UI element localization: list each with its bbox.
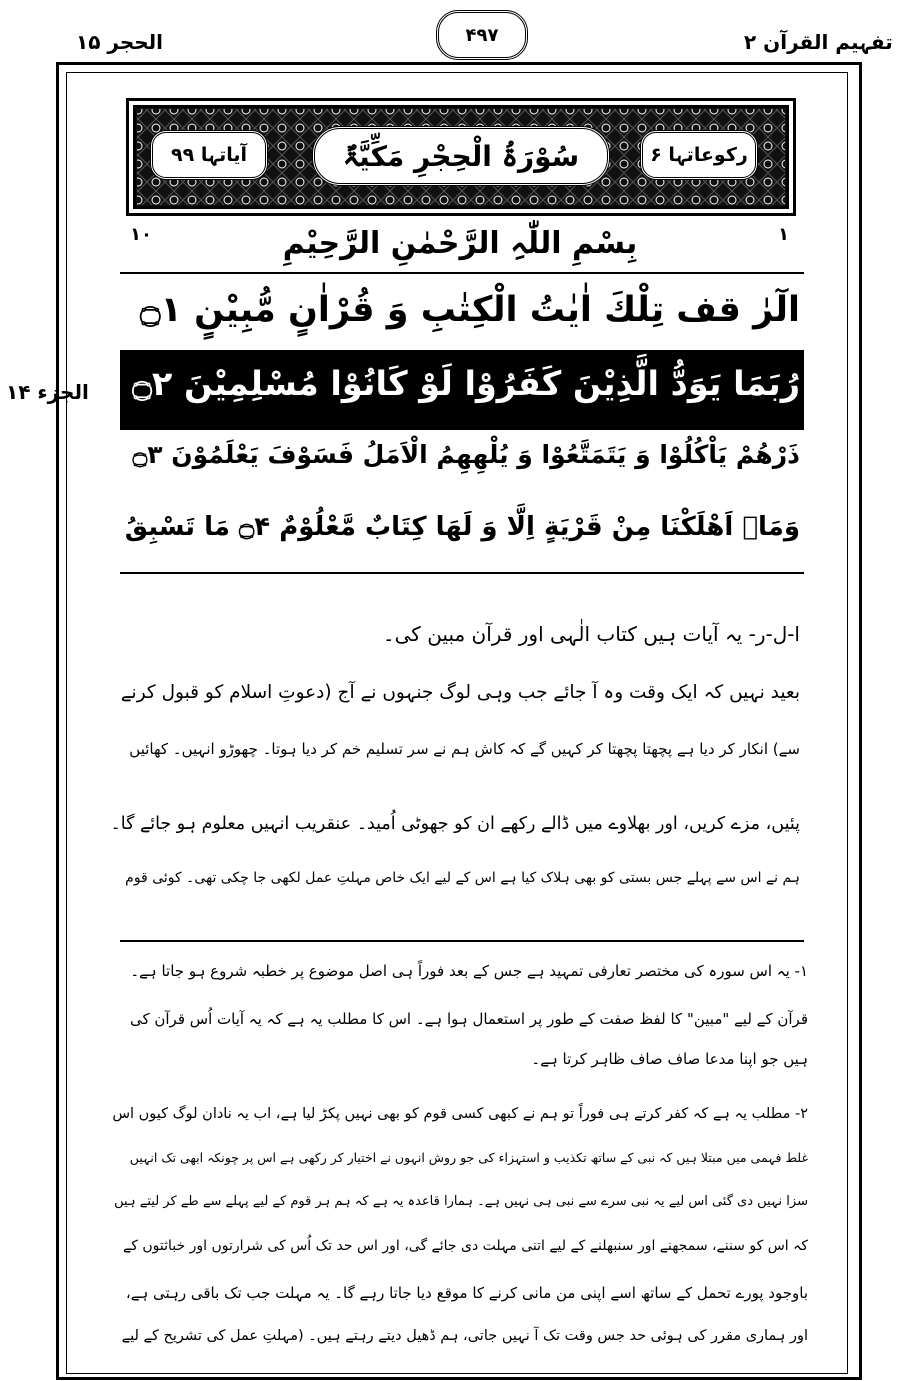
ruku-count-cartouche: رکوعاتہا ۶	[640, 130, 758, 180]
footnote-line-7: کہ اس کو سننے، سمجھنے اور سنبھلنے کے لیے اتنی مہلت دی جائے گی، اور اس حد تک اُس کی شرارتوں اور خباثتوں کے	[123, 1238, 808, 1254]
translation-line-2: بعید نہیں کہ ایک وقت وہ آ جائے جب وہی لوگ جنہوں نے آج (دعوتِ اسلام کو قبول کرنے	[120, 682, 800, 703]
juz-marker: الجزء ۱۴	[6, 380, 89, 404]
page-border-inner	[66, 72, 848, 1374]
footnotes-divider	[120, 940, 804, 942]
verse-3: ذَرْهُمْ يَاْكُلُوْا وَ يَتَمَتَّعُوْا وَ يُلْهِهِمُ الْاَمَلُ فَسَوْفَ يَعْلَمُوْنَ ۝۳	[132, 440, 800, 469]
footnote-line-5: غلط فہمی میں مبتلا ہیں کہ نبی کے ساتھ تکذیب و استہزاء کی جو روش انہوں نے اختیار کر رکھی ہے اس پر چونکہ ابھی تک انہیں	[129, 1150, 808, 1165]
bismillah: بِسْمِ اللّٰہِ الرَّحْمٰنِ الرَّحِیْمِ	[282, 226, 638, 261]
translation-line-4: پئیں، مزے کریں، اور بھلاوے میں ڈالے رکھے ان کو جھوٹی اُمید۔ عنقریب انہیں معلوم ہو جائے گا۔	[110, 814, 800, 834]
verse-2: رُبَمَا يَوَدُّ الَّذِيْنَ كَفَرُوْا لَوْ كَانُوْا مُسْلِمِيْنَ ۝۲	[132, 364, 800, 403]
surah-title-cartouche: سُوْرَۃُ الْحِجْرِ مَکِّیَّۃٌ	[312, 126, 610, 186]
footnote-line-6: سزا نہیں دی گئی اس لیے یہ نبی سرے سے نبی ہی نہیں ہے۔ ہمارا قاعدہ یہ ہے کہ ہم ہر قوم کے لیے پہلے سے طے کر لیتے ہیں	[114, 1194, 808, 1209]
verse-1: الٓرٰ قف تِلْكَ اٰيٰتُ الْكِتٰبِ وَ قُرْاٰنٍ مُّبِيْنٍ ۝۱	[140, 290, 800, 330]
translation-line-1: ا-ل-ر- یہ آیات ہیں کتاب الٰہی اور قرآن مبین کی۔	[382, 622, 800, 646]
page-number-badge	[436, 10, 528, 60]
bismillah-divider	[120, 272, 804, 274]
footnote-line-9: اور ہماری مقرر کی ہوئی حد جس وقت تک آ نہیں جاتی، ہم ڈھیل دیتے رہتے ہیں۔ (مہلتِ عمل کی تشریح کے لیے	[121, 1328, 808, 1344]
running-header-surah: الحجر ۱۵	[76, 30, 164, 54]
verse-4: وَمَاۤ اَهْلَكْنَا مِنْ قَرْيَةٍ اِلَّا وَ لَهَا كِتَابٌ مَّعْلُوْمٌ ۝۴ مَا تَسْبِقُ	[124, 512, 800, 542]
bismillah-left-marker: ۱۰	[130, 224, 152, 245]
running-header-book-title: تفہیم القرآن ۲	[744, 30, 893, 54]
page-number: ۴۹۷	[465, 24, 499, 46]
footnote-line-4: ۲- مطلب یہ ہے کہ کفر کرتے ہی فوراً تو ہم نے کبھی کسی قوم کو بھی نہیں پکڑ لیا ہے، اب یہ نادان لوگ کیوں اس	[112, 1106, 808, 1122]
footnote-line-8: باوجود پورے تحمل کے ساتھ اسے اپنی من مانی کرنے کا موقع دیا جاتا رہے گا۔ یہ مہلت جب تک باقی رہتی ہے،	[125, 1284, 808, 1302]
verses-divider	[120, 572, 804, 574]
footnote-line-1: ۱- یہ اس سورہ کی مختصر تعارفی تمہید ہے جس کے بعد فوراً ہی اصل موضوع پر خطبہ شروع ہو جاتا ہے۔	[130, 962, 808, 980]
translation-line-5: ہم نے اس سے پہلے جس بستی کو بھی ہلاک کیا ہے اس کے لیے ایک خاص مہلتِ عمل لکھی جا چکی تھی۔ کوئی قوم	[125, 870, 800, 886]
translation-line-3: سے) انکار کر دیا ہے پچھتا پچھتا کر کہیں گے کہ کاش ہم نے سر تسلیم خم کر دیا ہوتا۔ چھوڑو انہیں۔ کھائیں	[129, 740, 800, 758]
bismillah-right-marker: ۱	[778, 224, 789, 245]
footnote-line-2: قرآن کے لیے "مبین" کا لفظ صفت کے طور پر استعمال ہوا ہے۔ اس کا مطلب یہ ہے کہ یہ آیات اُس قرآن کی	[129, 1010, 808, 1028]
ayat-count-cartouche: آیاتہا ۹۹	[150, 130, 268, 180]
footnote-line-3: ہیں جو اپنا مدعا صاف صاف ظاہر کرتا ہے۔	[531, 1050, 808, 1068]
